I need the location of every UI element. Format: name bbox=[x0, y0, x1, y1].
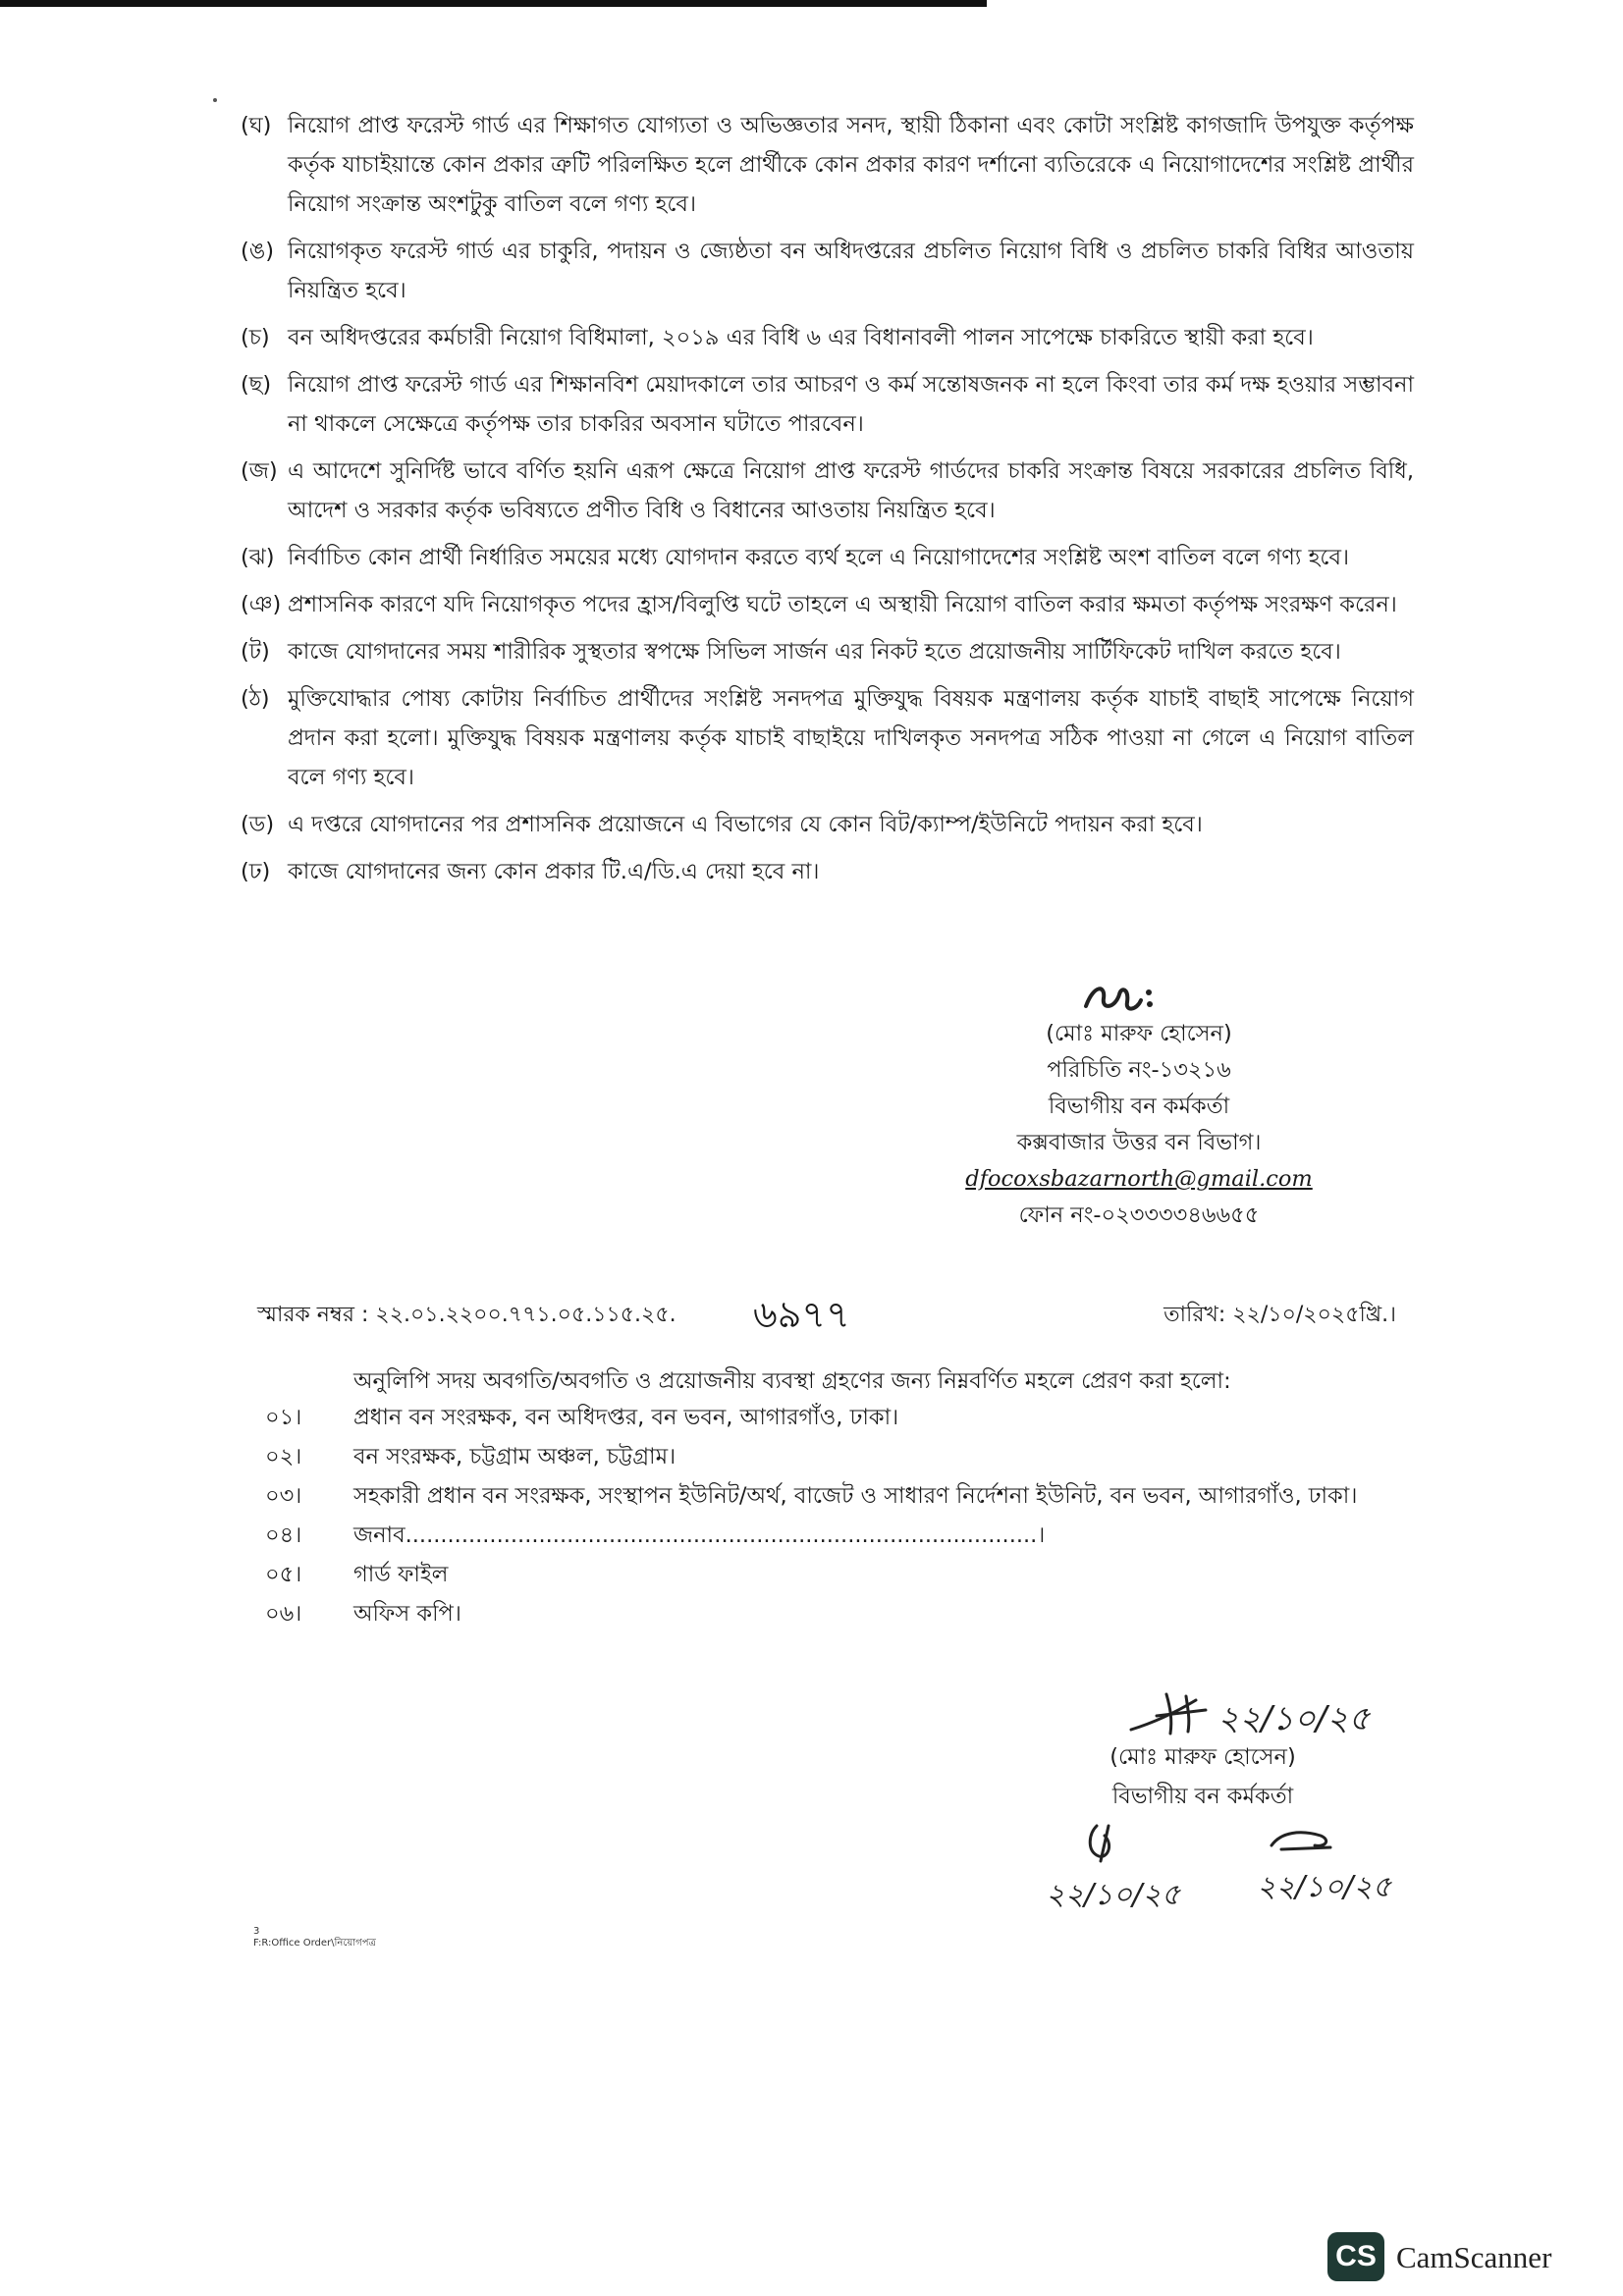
signer-name: (মোঃ মারুফ হোসেন) bbox=[1046, 1021, 1232, 1046]
clause-da bbox=[241, 805, 1414, 844]
clause-mark: (ড) bbox=[241, 812, 275, 837]
copy-intro: অনুলিপি সদয় অবগতি/অবগতি ও প্রয়োজনীয় ব্যবস্থা গ্রহণের জন্য নিম্নবর্ণিত মহলে প্রেরণ করা হলো: bbox=[353, 1368, 1231, 1394]
clause-mark: (ঘ) bbox=[241, 113, 272, 138]
clause-mark: (ঙ) bbox=[241, 239, 275, 264]
signature-date: ২২/১০/২৫ bbox=[1217, 1699, 1371, 1738]
list-text: জনাব..........................................................................................। bbox=[353, 1522, 1046, 1548]
signature-space bbox=[943, 977, 1335, 1016]
clause-text: নিয়োগ প্রাপ্ত ফরেস্ট গার্ড এর শিক্ষাগত যোগ্যতা ও অভিজ্ঞতার সনদ, স্থায়ী ঠিকানা এবং কোটা সংশ্লিষ্ট কাগজাদি উপযুক্ত কর্তৃপক্ষ কর্তৃক যাচাইয়ান্তে কোন প্রকার ত্রুটি পরিলক্ষিত হলে প্রার্থীকে কোন প্রকার কারণ দর্শানো ব্যতিরেকে এ নিয়োগাদেশের সংশ্লিষ্ট প্রার্থীর নিয়োগ সংক্রান্ত অংশটুকু বাতিল বলে গণ্য হবে। bbox=[288, 113, 1414, 217]
list-number: ০৬। bbox=[265, 1601, 302, 1627]
signer-name-2: (মোঃ মারুফ হোসেন) bbox=[1109, 1744, 1296, 1770]
clause-list bbox=[241, 106, 1414, 899]
footer-page: 3 bbox=[253, 1926, 260, 1937]
initials-marks bbox=[1036, 1806, 1429, 1914]
list-text: প্রধান বন সংরক্ষক, বন অধিদপ্তর, বন ভবন, আগারগাঁও, ঢাকা। bbox=[353, 1405, 899, 1430]
clause-mark: (ছ) bbox=[241, 372, 272, 398]
list-item bbox=[265, 1556, 1414, 1593]
list-item bbox=[265, 1438, 1414, 1475]
clause-mark: (ঝ) bbox=[241, 545, 275, 570]
list-item bbox=[265, 1399, 1414, 1436]
clause-ta bbox=[241, 632, 1414, 671]
signature-block bbox=[943, 977, 1335, 1234]
clause-text: কাজে যোগদানের সময় শারীরিক সুস্থতার স্বপক্ষে সিভিল সার্জন এর নিকট হতে প্রয়োজনীয় সার্টিফিকেট দাখিল করতে হবে। bbox=[288, 639, 1341, 665]
signer-email[interactable]: dfocoxsbazarnorth@gmail.com bbox=[965, 1166, 1313, 1192]
memo-date: তারিখ: ২২/১০/২০২৫খ্রি.। bbox=[1163, 1303, 1396, 1327]
memo-number-prefix: স্মারক নম্বর : ২২.০১.২২০০.৭৭১.০৫.১১৫.২৫. bbox=[257, 1303, 676, 1327]
clause-text: কাজে যোগদানের জন্য কোন প্রকার টি.এ/ডি.এ দেয়া হবে না। bbox=[288, 859, 820, 884]
signer-id: পরিচিতি নং-১৩২১৬ bbox=[1047, 1057, 1231, 1083]
clause-text: বন অধিদপ্তরের কর্মচারী নিয়োগ বিধিমালা, ২০১৯ এর বিধি ৬ এর বিধানাবলী পালন সাপেক্ষে চাকরিতে স্থায়ী করা হবে। bbox=[288, 325, 1314, 350]
list-item bbox=[265, 1595, 1414, 1632]
signer-office: কক্সবাজার উত্তর বন বিভাগ। bbox=[1016, 1130, 1262, 1155]
clause-mark: (চ) bbox=[241, 325, 270, 350]
scan-top-edge bbox=[0, 0, 987, 7]
signer-designation-2: বিভাগীয় বন কর্মকর্তা bbox=[1111, 1784, 1294, 1809]
handwritten-signature bbox=[1127, 1686, 1402, 1745]
clause-text: নির্বাচিত কোন প্রার্থী নির্ধারিত সময়ের মধ্যে যোগদান করতে ব্যর্থ হলে এ নিয়োগাদেশের সংশ্লিষ্ট অংশ বাতিল বলে গণ্য হবে। bbox=[288, 545, 1350, 570]
list-number: ০৪। bbox=[265, 1522, 302, 1548]
clause-mark: (জ) bbox=[241, 458, 278, 484]
clause-text: নিয়োগ প্রাপ্ত ফরেস্ট গার্ড এর শিক্ষানবিশ মেয়াদকালে তার আচরণ ও কর্ম সন্তোষজনক না হলে কিংবা তার কর্ম দক্ষ হওয়ার সম্ভাবনা না থাকলে সেক্ষেত্রে কর্তৃপক্ষ তার চাকরির অবসান ঘটাতে পারবেন। bbox=[288, 372, 1414, 437]
list-number: ০৩। bbox=[265, 1483, 302, 1509]
signer-phone: ফোন নং-০২৩৩৩৩৪৬৬৫৫ bbox=[1018, 1202, 1260, 1228]
clause-text: প্রশাসনিক কারণে যদি নিয়োগকৃত পদের হ্রাস/বিলুপ্তি ঘটে তাহলে এ অস্থায়ী নিয়োগ বাতিল করার ক্ষমতা কর্তৃপক্ষ সংরক্ষণ করেন। bbox=[288, 592, 1397, 617]
list-text: অফিস কপি। bbox=[353, 1601, 461, 1627]
footer-path: F:R:Office Order\নিয়োগপত্র bbox=[253, 1938, 376, 1949]
list-item bbox=[265, 1517, 1414, 1554]
list-text: গার্ড ফাইল bbox=[353, 1562, 449, 1587]
list-number: ০১। bbox=[265, 1405, 302, 1430]
clause-text: এ দপ্তরে যোগদানের পর প্রশাসনিক প্রয়োজনে এ বিভাগের যে কোন বিট/ক্যাম্প/ইউনিটে পদায়ন করা হবে। bbox=[288, 812, 1203, 837]
clause-mark: (ট) bbox=[241, 639, 270, 665]
clause-cha bbox=[241, 318, 1414, 357]
clause-text: এ আদেশে সুনির্দিষ্ট ভাবে বর্ণিত হয়নি এরূপ ক্ষেত্রে নিয়োগ প্রাপ্ত ফরেস্ট গার্ডদের চাকরি সংক্রান্ত বিষয়ে সরকারের প্রচলিত বিধি, আদেশ ও সরকার কর্তৃক ভবিষ্যতে প্রণীত বিধি ও বিধানের আওতায় নিয়ন্ত্রিত হবে। bbox=[288, 458, 1414, 523]
initial-date-1: ২২/১০/২৫ bbox=[1046, 1878, 1181, 1912]
memo-line bbox=[257, 1286, 1396, 1345]
clause-jha bbox=[241, 538, 1414, 577]
file-footer bbox=[253, 1926, 376, 1949]
camscanner-logo-icon: CS bbox=[1327, 2232, 1384, 2281]
scan-speck bbox=[213, 98, 217, 102]
list-text: সহকারী প্রধান বন সংরক্ষক, সংস্থাপন ইউনিট/অর্থ, বাজেট ও সাধারণ নির্দেশনা ইউনিট, বন ভবন, আগারগাঁও, ঢাকা। bbox=[353, 1483, 1358, 1509]
list-number: ০৫। bbox=[265, 1562, 302, 1587]
signer-designation: বিভাগীয় বন কর্মকর্তা bbox=[1048, 1094, 1230, 1119]
clause-ja bbox=[241, 452, 1414, 530]
camscanner-text: CamScanner bbox=[1396, 2240, 1552, 2274]
clause-mark: (ঞ) bbox=[241, 592, 282, 617]
list-item bbox=[265, 1477, 1414, 1515]
clause-tha bbox=[241, 679, 1414, 797]
list-number: ০২। bbox=[265, 1444, 302, 1469]
clause-nya bbox=[241, 585, 1414, 624]
list-text: বন সংরক্ষক, চট্টগ্রাম অঞ্চল, চট্টগ্রাম। bbox=[353, 1444, 676, 1469]
clause-gha bbox=[241, 106, 1414, 224]
clause-text: মুক্তিযোদ্ধার পোষ্য কোটায় নির্বাচিত প্রার্থীদের সংশ্লিষ্ট সনদপত্র মুক্তিযুদ্ধ বিষয়ক মন্ত্রণালয় কর্তৃক যাচাই বাছাই সাপেক্ষে নিয়োগ প্রদান করা হলো। মুক্তিযুদ্ধ বিষয়ক মন্ত্রণালয় কর্তৃক যাচাই বাছাইয়ে দাখিলকৃত সনদপত্র সঠিক পাওয়া না গেলে এ নিয়োগ বাতিল বলে গণ্য হবে। bbox=[288, 686, 1414, 790]
clause-chha bbox=[241, 365, 1414, 444]
memo-handwritten-number: ৬৯৭৭ bbox=[753, 1293, 850, 1336]
copy-list bbox=[265, 1399, 1414, 1634]
clause-mark: (ঠ) bbox=[241, 686, 270, 712]
clause-umo bbox=[241, 232, 1414, 310]
initial-date-2: ২২/১০/২৫ bbox=[1257, 1870, 1392, 1904]
camscanner-watermark bbox=[1327, 2232, 1612, 2281]
clause-dha bbox=[241, 852, 1414, 891]
clause-mark: (ঢ) bbox=[241, 859, 271, 884]
signature-block-2 bbox=[1090, 1737, 1316, 1816]
clause-text: নিয়োগকৃত ফরেস্ট গার্ড এর চাকুরি, পদায়ন ও জ্যেষ্ঠতা বন অধিদপ্তরের প্রচলিত নিয়োগ বিধি ও প্রচলিত চাকরি বিধির আওতায় নিয়ন্ত্রিত হবে। bbox=[288, 239, 1414, 303]
